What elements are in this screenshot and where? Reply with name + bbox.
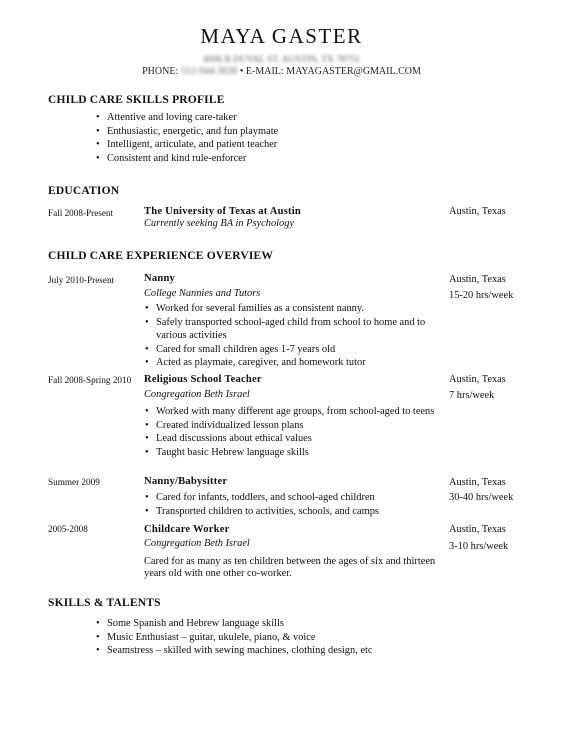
job-organization: College Nannies and Tutors (144, 288, 261, 299)
list-item: • Some Spanish and Hebrew language skills (96, 617, 373, 630)
job-location: Austin, Texas (449, 477, 506, 488)
job-date: 2005-2008 (48, 524, 88, 534)
job-date: Summer 2009 (48, 477, 100, 487)
job-hours: 30-40 hrs/week (449, 492, 514, 503)
job-duties (145, 302, 445, 370)
job-role: Religious School Teacher (144, 374, 262, 385)
job-organization: Congregation Beth Israel (144, 389, 250, 400)
email-address[interactable]: MAYAGASTER@GMAIL.COM (286, 66, 421, 77)
education-detail: Currently seeking BA in Psychology (144, 218, 295, 229)
list-item: • Worked for several families as a consistent nanny. (145, 302, 445, 315)
job-location: Austin, Texas (449, 524, 506, 535)
list-item: • Cared for small children ages 1-7 years old (145, 343, 445, 356)
job-duties (145, 405, 445, 460)
candidate-name: MAYA GASTER (200, 24, 363, 48)
job-location: Austin, Texas (449, 274, 506, 285)
list-item: • Consistent and kind rule-enforcer (96, 152, 278, 165)
education-school: The University of Texas at Austin (144, 206, 301, 217)
list-item: • Acted as playmate, caregiver, and homework tutor (145, 356, 445, 369)
experience-heading: CHILD CARE EXPERIENCE OVERVIEW (48, 250, 274, 262)
list-item: • Attentive and loving care-taker (96, 111, 278, 124)
contact-line (0, 66, 563, 77)
list-item: • Worked with many different age groups, from school-aged to teens (145, 405, 445, 418)
job-description: Cared for as many as ten children between the ages of six and thirteen years old with one other co-worker. (144, 556, 436, 579)
address-line: 4006 B DUVAL ST. AUSTIN, TX 78751 (203, 55, 360, 65)
phone-label: PHONE: (142, 66, 179, 77)
education-heading: EDUCATION (48, 185, 120, 197)
job-date: July 2010-Present (48, 275, 115, 285)
job-role: Nanny/Babysitter (144, 476, 228, 487)
list-item: • Intelligent, articulate, and patient teacher (96, 138, 278, 151)
list-item: • Taught basic Hebrew language skills (145, 446, 445, 459)
job-organization: Congregation Beth Israel (144, 538, 250, 549)
job-role: Nanny (144, 273, 176, 284)
education-date: Fall 2008-Present (48, 208, 114, 218)
list-item: • Cared for infants, toddlers, and school-aged children (145, 491, 445, 504)
phone-number: 512-944-3030 (180, 66, 238, 77)
profile-heading: CHILD CARE SKILLS PROFILE (48, 94, 225, 106)
list-item: • Created individualized lesson plans (145, 419, 445, 432)
job-hours: 15-20 hrs/week (449, 290, 514, 301)
email-label: • E-MAIL: (239, 66, 284, 77)
job-role: Childcare Worker (144, 524, 230, 535)
skills-heading: SKILLS & TALENTS (48, 597, 161, 609)
list-item: • Seamstress – skilled with sewing machines, clothing design, etc (96, 644, 373, 657)
list-item: • Transported children to activities, schools, and camps (145, 505, 445, 518)
job-duties (145, 491, 445, 518)
job-hours: 3-10 hrs/week (449, 541, 509, 552)
list-item: • Enthusiastic, energetic, and fun playmate (96, 125, 278, 138)
skills-list (96, 617, 373, 658)
job-date: Fall 2008-Spring 2010 (48, 375, 132, 385)
list-item: • Music Enthusiast – guitar, ukulele, piano, & voice (96, 631, 373, 644)
list-item: • Lead discussions about ethical values (145, 432, 445, 445)
profile-list (96, 111, 278, 166)
education-location: Austin, Texas (449, 206, 506, 217)
job-location: Austin, Texas (449, 374, 506, 385)
job-hours: 7 hrs/week (449, 390, 495, 401)
list-item: • Safely transported school-aged child from school to home and to various activities (145, 316, 445, 342)
